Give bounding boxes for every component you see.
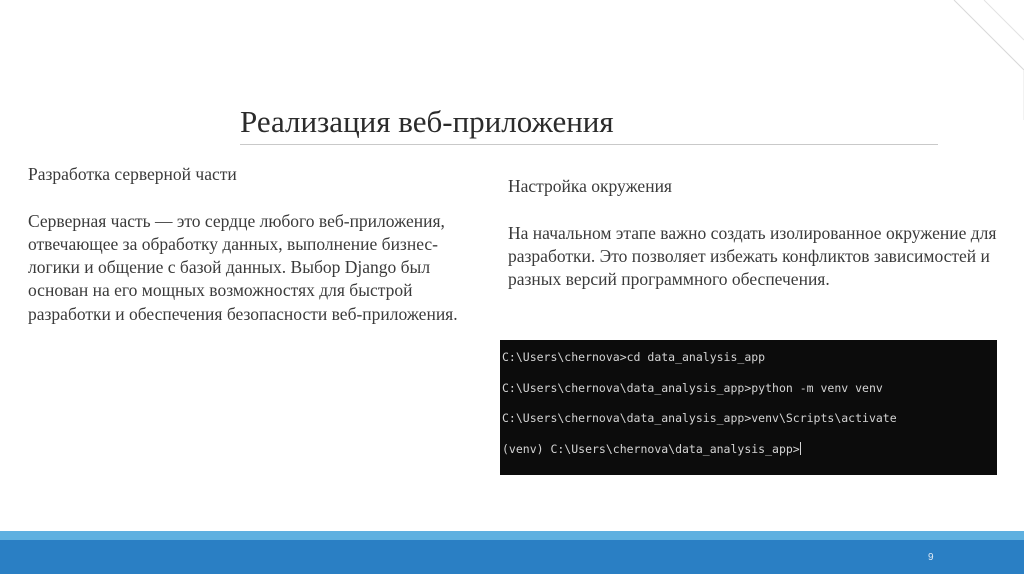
- corner-decoration: [934, 0, 1024, 120]
- terminal-prompt-line: [502, 442, 801, 456]
- text-cursor: [800, 442, 801, 455]
- right-column: [508, 175, 998, 291]
- footer-accent-strip: [0, 531, 1024, 540]
- left-body: Серверная часть — это сердце любого веб-приложения, отвечающее за обработку данных, выполнение бизнес-логики и общение с базой данных. Выбор Django был основан на его мощных возможностях для быстрой разработки и обеспечения безопасности веб-приложения.: [28, 210, 458, 324]
- title-divider: [240, 144, 938, 145]
- terminal-prompt: (venv) C:\Users\chernova\data_analysis_app>: [502, 442, 800, 456]
- left-heading: Разработка серверной части: [28, 164, 237, 184]
- right-body: На начальном этапе важно создать изолированное окружение для разработки. Это позволяет избежать конфликтов зависимостей и разных версий программного обеспечения.: [508, 222, 997, 290]
- terminal-screenshot: [500, 340, 997, 475]
- terminal-line: C:\Users\chernova\data_analysis_app>venv\Scripts\activate: [502, 411, 897, 425]
- page-number: 9: [928, 552, 934, 563]
- terminal-line: C:\Users\chernova>cd data_analysis_app: [502, 350, 766, 364]
- footer-bar: [0, 540, 1024, 574]
- terminal-line: C:\Users\chernova\data_analysis_app>python -m venv venv: [502, 381, 883, 395]
- left-column: [28, 163, 468, 326]
- slide-title: Реализация веб-приложения: [240, 104, 614, 139]
- right-heading: Настройка окружения: [508, 176, 672, 196]
